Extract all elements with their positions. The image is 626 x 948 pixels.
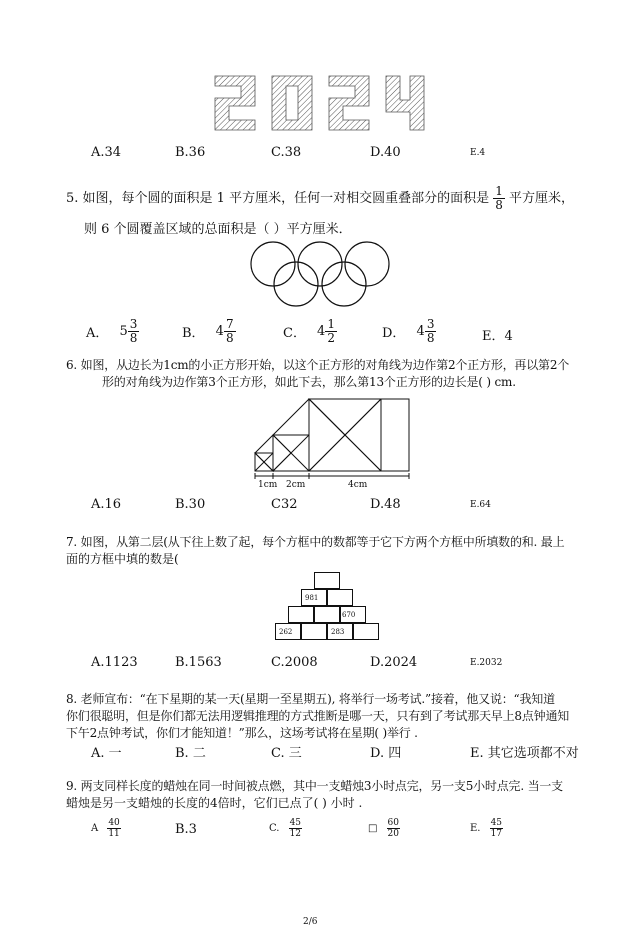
q7-option-c[interactable]: C.2008	[271, 655, 318, 670]
q8-option-a[interactable]: A. 一	[91, 746, 122, 761]
q9-question-line2: 蜡烛是另一支蜡烛的长度的4倍时，它们已点了( ) 小时 .	[66, 796, 363, 810]
q9-option-a-num: 40	[108, 818, 120, 828]
q5-text-b: 平方厘米，	[509, 191, 575, 206]
pyramid-value-670: 670	[342, 611, 356, 619]
q8-option-d[interactable]: D. 四	[370, 746, 402, 761]
q5-option-b[interactable]	[182, 318, 236, 345]
q4-option-e[interactable]: E.4	[470, 148, 486, 158]
q5-option-b-letter: B．	[182, 326, 205, 341]
q8-question-line2: 你们很聪明，但是你们都无法用逻辑推理的方式推断是哪一天，只有到了考试那天早上8点钟通知	[66, 709, 570, 723]
q7-question-line1: 7. 如图，从第二层(从下往上数了起，每个方框中的数都等于它下方两个方框中所填数的和. 最上	[66, 535, 565, 549]
q9-option-a-letter: A	[91, 823, 99, 834]
q8-option-c[interactable]: C. 三	[271, 746, 302, 761]
q5-option-a-whole: 5	[119, 324, 128, 339]
pyramid-r2-4[interactable]	[353, 623, 379, 640]
q8-option-b[interactable]: B. 二	[175, 746, 206, 761]
q9-option-c-num: 45	[289, 818, 302, 828]
q6-label-1cm: 1cm	[258, 480, 278, 490]
q5-option-c-whole: 4	[317, 324, 326, 339]
q7-option-e[interactable]: E.2032	[470, 658, 503, 668]
q9-option-a-den: 11	[108, 829, 120, 839]
q6-question-line1: 6. 如图，从边长为1cm的小正方形开始，以这个正方形的对角线为边作第2个正方形，再以第2个	[66, 358, 570, 372]
q6-option-c[interactable]: C32	[271, 497, 298, 512]
pyramid-value-981: 981	[305, 594, 319, 602]
q7-question-line2: 面的方框中填的数是(	[66, 552, 179, 566]
q6-question-line2: 形的对角线为边作第3个正方形，如此下去，那么第13个正方形的边长是( ) cm.	[102, 375, 516, 389]
q5-option-c-letter: C．	[283, 326, 306, 341]
q9-option-e-letter: E.	[470, 823, 481, 834]
q5-option-c-num: 1	[327, 317, 335, 331]
pyramid-r4-2[interactable]	[327, 589, 353, 606]
pyramid-r3-1[interactable]	[288, 606, 314, 623]
q5-option-a-num: 3	[129, 317, 138, 331]
q5-option-d-num: 3	[426, 317, 435, 331]
q6-option-e[interactable]: E.64	[470, 500, 491, 510]
q9-option-d-letter: □	[368, 823, 378, 834]
q5-number: 5.	[66, 191, 79, 206]
q9-option-e[interactable]	[470, 818, 503, 839]
q6-label-4cm: 4cm	[348, 480, 368, 490]
q9-option-c-letter: C.	[269, 823, 280, 834]
q5-option-a[interactable]	[86, 318, 139, 345]
q9-option-a[interactable]	[91, 818, 121, 839]
q5-option-d-den: 8	[426, 331, 435, 345]
q5-option-b-num: 7	[225, 317, 234, 331]
q5-option-a-letter: A．	[86, 326, 109, 341]
q9-option-e-num: 45	[490, 818, 503, 828]
q9-option-b[interactable]: B.3	[175, 822, 197, 837]
q6-option-a[interactable]: A.16	[91, 497, 122, 512]
q5-option-d-whole: 4	[416, 324, 425, 339]
q4-option-a[interactable]: A.34	[91, 145, 122, 160]
q8-option-e[interactable]: E. 其它选项都不对	[470, 746, 579, 761]
q5-fraction-numerator: 1	[495, 184, 503, 198]
q5-fraction-denominator: 8	[495, 198, 503, 212]
q5-option-c-den: 2	[327, 331, 335, 345]
q9-option-d[interactable]	[368, 818, 400, 839]
pyramid-top[interactable]	[314, 572, 340, 589]
pyramid-r2-2[interactable]	[301, 623, 327, 640]
q5-option-a-den: 8	[129, 331, 138, 345]
q9-option-e-den: 17	[490, 829, 503, 839]
q5-question-line2: 则 6 个圆覆盖区域的总面积是（ ）平方厘米．	[84, 222, 352, 237]
pyramid-value-262: 262	[279, 628, 293, 636]
q5-text-a: 如图，每个圆的面积是 1 平方厘米，任何一对相交圆重叠部分的面积是	[82, 191, 490, 206]
q5-fraction	[493, 185, 505, 212]
q8-question-line1: 8. 老师宣布：“在下星期的某一天(星期一至星期五), 将举行一场考试.”接着，他又说：“我知道	[66, 692, 555, 706]
q5-option-b-den: 8	[225, 331, 234, 345]
q6-label-2cm: 2cm	[286, 480, 306, 490]
q5-option-d-letter: D．	[382, 326, 406, 341]
q7-option-d[interactable]: D.2024	[370, 655, 418, 670]
q6-option-b[interactable]: B.30	[175, 497, 206, 512]
year-2024-figure	[210, 72, 440, 136]
q5-question-line1	[66, 185, 574, 212]
q4-option-b[interactable]: B.36	[175, 145, 206, 160]
q5-option-b-whole: 4	[215, 324, 224, 339]
squares-figure	[250, 398, 415, 482]
page-number: 2/6	[303, 917, 318, 927]
q9-option-c-den: 12	[289, 829, 302, 839]
q5-option-e[interactable]: E．4	[482, 329, 513, 344]
pyramid-r3-2[interactable]	[314, 606, 340, 623]
q9-option-d-num: 60	[387, 818, 399, 828]
q9-option-d-den: 20	[387, 829, 399, 839]
pyramid-value-283: 283	[331, 628, 345, 636]
q4-option-c[interactable]: C.38	[271, 145, 302, 160]
q5-option-c[interactable]	[283, 318, 337, 345]
q4-option-d[interactable]: D.40	[370, 145, 401, 160]
q6-option-d[interactable]: D.48	[370, 497, 401, 512]
q9-option-c[interactable]	[269, 818, 302, 839]
q9-question-line1: 9. 两支同样长度的蜡烛在同一时间被点燃，其中一支蜡烛3小时点完，另一支5小时点完. 当一支	[66, 779, 563, 793]
q7-option-b[interactable]: B.1563	[175, 655, 222, 670]
six-circles-figure-extra	[248, 240, 393, 310]
q7-option-a[interactable]: A.1123	[91, 655, 138, 670]
q8-question-line3: 下午2点钟考试，你们才能知道！”那么，这场考试将在星期( )举行 .	[66, 726, 418, 740]
q5-option-d[interactable]	[382, 318, 436, 345]
